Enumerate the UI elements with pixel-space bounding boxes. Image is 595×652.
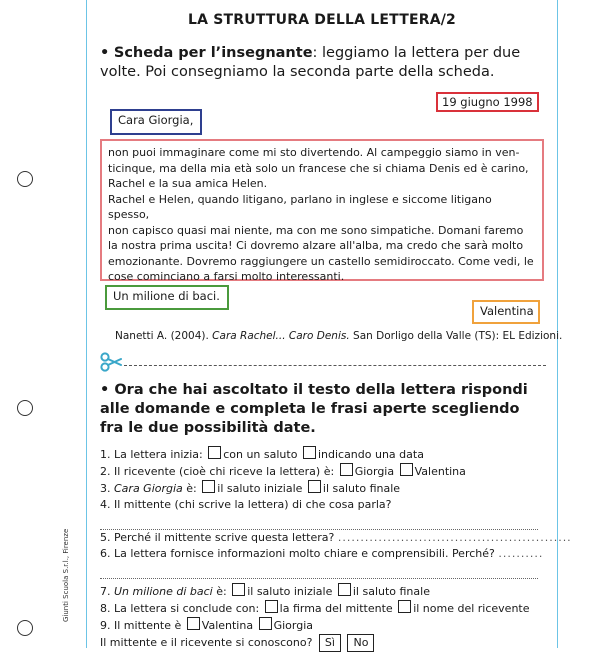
option-label: Valentina — [201, 619, 254, 632]
item-text: Il mittente (chi scrive la lettera) di che cosa parla? — [114, 498, 392, 511]
letter-body-line: Rachel e Helen, quando litigano, parlano in inglese e siccome litigano spesso, — [108, 192, 492, 221]
scissors-icon — [100, 352, 122, 372]
letter-body-line: non capisco quasi mai niente, ma con me sono simpatiche. Domani faremo — [108, 223, 524, 237]
item-text: è: — [182, 482, 197, 495]
letter-body-box — [100, 139, 544, 281]
letter-signature-box: Valentina — [472, 300, 540, 324]
item-number: 7. — [100, 585, 111, 598]
item-text-italic: Cara Giorgia — [114, 482, 183, 495]
student-question — [100, 381, 545, 438]
checkbox[interactable] — [208, 446, 221, 459]
binder-hole-top — [17, 171, 33, 187]
cut-line — [124, 365, 546, 366]
letter-body-line: Rachel e la sua amica Helen. — [108, 177, 268, 190]
binder-hole-middle — [17, 400, 33, 416]
letter-body-line: la nostra prima uscita! Ci dovremo alzare all'alba, ma credo che sarà molto — [108, 239, 524, 252]
option-label: Valentina — [414, 465, 466, 478]
checkbox[interactable] — [400, 463, 413, 476]
item-text: Il mittente e il ricevente si conoscono? — [100, 636, 313, 649]
checkbox[interactable] — [338, 583, 351, 596]
option-label: Giorgia — [354, 465, 395, 478]
item-text: Il mittente è — [114, 619, 182, 632]
exercise-item-9 — [100, 617, 545, 634]
item-number: 5. — [100, 531, 111, 544]
option-label: il nome del ricevente — [413, 602, 530, 615]
exercise-item-4 — [100, 497, 545, 513]
option-label: il saluto finale — [352, 585, 430, 598]
item-number: 9. — [100, 619, 111, 632]
item-number: 6. — [100, 547, 111, 560]
letter-body-line: emozionante. Dovremo raggiungere un castello semidiroccato. Come vedi, le — [108, 254, 534, 268]
item-number: 8. — [100, 602, 111, 615]
exercise-item-6: 6. La lettera fornisce informazioni molto chiare e comprensibili. Perché? .......... — [100, 547, 544, 560]
publisher-sidenote: Giunti Scuola S.r.l., Firenze — [62, 528, 70, 622]
answer-line[interactable] — [100, 513, 538, 530]
answer-line[interactable] — [100, 562, 538, 579]
question-text: Ora che hai ascoltato il testo della lettera rispondi alle domande e completa le frasi aperte scegliendo fra le due possibilità date. — [100, 382, 528, 436]
option-label: il saluto finale — [322, 482, 401, 495]
option-label: con un saluto — [223, 448, 298, 461]
checkbox[interactable] — [232, 583, 245, 596]
item-number: 2. — [100, 465, 111, 478]
binder-hole-bottom — [17, 620, 33, 636]
item-number: 1. — [100, 448, 111, 461]
letter-closing-box: Un milione di baci. — [105, 285, 229, 310]
checkbox[interactable] — [303, 446, 316, 459]
letter-greeting-box: Cara Giorgia, — [110, 109, 202, 135]
option-label: Giorgia — [273, 619, 313, 632]
item-text: è: — [212, 585, 227, 598]
yes-option[interactable]: Sì — [319, 634, 341, 652]
item-text-italic: Un milione di baci — [114, 585, 213, 598]
bullet: • — [100, 382, 110, 398]
checkbox[interactable] — [308, 480, 321, 493]
no-option[interactable]: No — [347, 634, 374, 652]
checkbox[interactable] — [259, 617, 272, 630]
exercise-item-10 — [100, 634, 545, 652]
teacher-instructions — [100, 44, 540, 82]
instructions-label: Scheda per l’insegnante — [113, 45, 313, 61]
option-label: il saluto iniziale — [247, 585, 333, 598]
letter-body-line: non puoi immaginare come mi sto divertendo. Al campeggio siamo in ven- — [108, 146, 520, 159]
bullet: • — [100, 45, 110, 61]
letter-date-box: 19 giugno 1998 — [436, 92, 539, 112]
exercise-item-8 — [100, 600, 545, 617]
citation-work: Cara Rachel... Caro Denis. — [212, 330, 350, 342]
option-label: la firma del mittente — [279, 602, 393, 615]
letter-body-line: ticinque, ma della mia età solo un francese che si chiama Denis ed è carino, — [108, 161, 529, 175]
item-number: 3. — [100, 482, 111, 495]
exercise-item-2 — [100, 463, 545, 480]
exercise-item-3 — [100, 480, 545, 497]
exercise-item-5: 5. Perché il mittente scrive questa lettera? .................................................... — [100, 531, 572, 544]
exercise-item-1 — [100, 446, 545, 463]
option-label: indicando una data — [317, 448, 424, 461]
checkbox[interactable] — [340, 463, 353, 476]
page-title: LA STRUTTURA DELLA LETTERA/2 — [188, 12, 456, 28]
checkbox[interactable] — [265, 600, 278, 613]
letter-body-line: cose cominciano a farsi molto interessanti. — [108, 270, 345, 283]
checkbox[interactable] — [202, 480, 215, 493]
item-number: 4. — [100, 498, 111, 511]
item-text: La lettera si conclude con: — [114, 602, 260, 615]
item-text: La lettera fornisce informazioni molto chiare e comprensibili. Perché? — [114, 547, 495, 560]
instructions-text: : leggiamo la lettera per due volte. Poi consegniamo la seconda parte della scheda. — [100, 45, 521, 80]
exercise-list — [100, 446, 572, 652]
citation-author: Nanetti A. (2004). — [115, 330, 209, 342]
citation-publisher: San Dorligo della Valle (TS): EL Edizioni. — [353, 330, 563, 342]
item-text: Il ricevente (cioè chi riceve la lettera) è: — [114, 465, 335, 478]
checkbox[interactable] — [398, 600, 411, 613]
item-text: Perché il mittente scrive questa lettera? — [114, 531, 335, 544]
option-label: il saluto iniziale — [217, 482, 303, 495]
checkbox[interactable] — [187, 617, 200, 630]
citation — [115, 330, 562, 342]
item-text: La lettera inizia: — [114, 448, 203, 461]
exercise-item-7 — [100, 583, 545, 600]
